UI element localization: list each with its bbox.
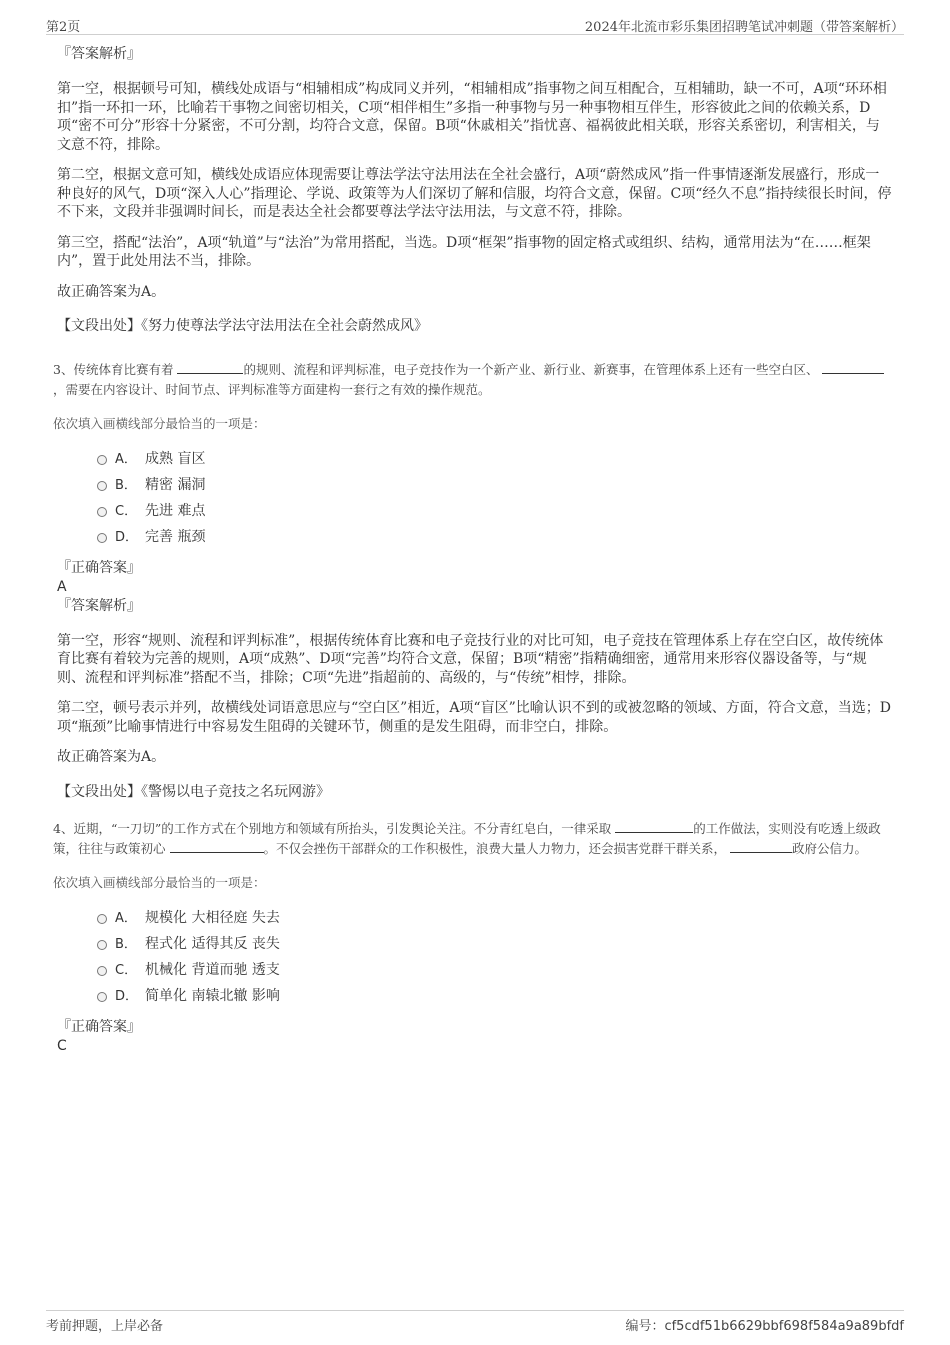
q2-source: 【文段出处】《努力使尊法学法守法用法在全社会蔚然成风》	[57, 318, 428, 334]
q4-stem-c: 。不仅会挫伤干部群众的工作积极性，浪费大量人力物力，还会损害党群干群关系，	[263, 841, 727, 856]
q3-analysis-tag: 『答案解析』	[57, 597, 141, 614]
q3-option-b[interactable]: B． 精密 漏洞	[97, 472, 892, 498]
q3-stem-b: 的规则、流程和评判标准，电子竞技作为一个新产业、新行业、新赛事，在管理体系上还有一些空白区、	[243, 361, 819, 377]
q4-options	[97, 905, 892, 1009]
q3-blank-1	[177, 361, 243, 374]
q2-analysis-p1: 第一空，根据顿号可知，横线处成语与“相辅相成”构成同义并列，“相辅相成”指事物之间互相配合，互相辅助，缺一不可，A项“环环相扣”指一环扣一环，比喻若干事物之间密切相关，C项“相伴相生”多指一种事物与另一种事物相互伴生，形容彼此之间的依赖关系，D项“密不可分”形容十分紧密，不可分割，均符合文意，保留。B项“休戚相关”指忧喜、福祸彼此相关联，形容关系密切，利害相关，与文意不符，排除。	[57, 81, 887, 153]
page-footer	[46, 1310, 904, 1333]
q4-correct-tag: 『正确答案』	[57, 1019, 141, 1035]
q2-analysis-tag: 『答案解析』	[57, 46, 141, 62]
q3-stem	[53, 360, 892, 400]
q4-stem-d: 政府公信力。	[792, 841, 868, 856]
q3-conclusion: 故正确答案为A。	[57, 749, 166, 765]
radio-icon[interactable]	[97, 966, 107, 976]
document-code-label: 编号：	[625, 1319, 665, 1334]
q3-source: 【文段出处】《警惕以电子竞技之名玩网游》	[57, 783, 330, 800]
q2-analysis-p2: 第二空，根据文意可知，横线处成语应体现需要让尊法学法守法用法在全社会盛行，A项“蔚然成风”指一件事情逐渐发展盛行，形成一种良好的风气，D项“深入人心”指理论、学说、政策等为人们深切了解和信服，均符合文意，保留。C项“经久不息”指持续很长时间，停不下来，文段并非强调时间长，而是表达全社会都要尊法学法守法用法，与文意不符，排除。	[57, 167, 892, 220]
radio-icon[interactable]	[97, 533, 107, 543]
q4-option-a[interactable]: A． 规模化 大相径庭 失去	[97, 905, 892, 931]
q3-analysis-p2: 第二空，顿号表示并列，故横线处词语意思应与“空白区”相近，A项“盲区”比喻认识不到的或被忽略的领域、方面，符合文意，当选；D项“瓶颈”比喻事情进行中容易发生阻碍的关键环节，侧重的是发生阻碍，而非空白，排除。	[57, 700, 891, 735]
radio-icon[interactable]	[97, 481, 107, 491]
footer-slogan: 考前押题，上岸必备	[46, 1319, 164, 1334]
q4-option-c[interactable]: C． 机械化 背道而驰 透支	[97, 957, 892, 983]
q4-option-d[interactable]: D． 简单化 南辕北辙 影响	[97, 983, 892, 1009]
radio-icon[interactable]	[97, 940, 107, 950]
radio-icon[interactable]	[97, 992, 107, 1002]
radio-icon[interactable]	[97, 914, 107, 924]
q3-prompt: 依次填入画横线部分最恰当的一项是：	[53, 415, 266, 431]
document-code-value: cf5cdf51b6629bbf698f584a9a89bfdf	[664, 1319, 904, 1334]
q3-stem-c: ，需要在内容设计、时间节点、评判标准等方面建构一套行之有效的操作规范。	[53, 381, 491, 397]
q4-stem-a: 4、近期，“一刀切”的工作方式在个别地方和领域有所抬头，引发舆论关注。不分青红皂白，一律采取	[53, 821, 612, 836]
document-code	[625, 1315, 904, 1334]
q4-blank-1	[615, 820, 693, 833]
q2-conclusion: 故正确答案为A。	[57, 283, 166, 300]
q4-option-b[interactable]: B． 程式化 适得其反 丧失	[97, 931, 892, 957]
q3-correct-tag: 『正确答案』	[57, 559, 141, 576]
page-number: 第2页	[46, 20, 81, 35]
q2-analysis-p3: 第三空，搭配“法治”，A项“轨道”与“法治”为常用搭配，当选。D项“框架”指事物的固定格式或组织、结构，通常用法为“在……框架内”，置于此处用法不当，排除。	[57, 234, 871, 269]
q4-stem-b: 的工作做法，实则没有吃透上级政策，往往与政策初心	[53, 821, 881, 856]
q4-prompt: 依次填入画横线部分最恰当的一项是：	[53, 875, 266, 890]
page-header	[46, 14, 904, 35]
q3-analysis-p1: 第一空，形容“规则、流程和评判标准”，根据传统体育比赛和电子竞技行业的对比可知，电子竞技在管理体系上存在空白区，故传统体育比赛有着较为完善的规则，A项“成熟”、D项“完善”均符合文意，保留；B项“精密”指精确细密，通常用来形容仪器设备等，与“规则、流程和评判标准”搭配不当，排除；C项“先进”指超前的、高级的，与“传统”相悖，排除。	[57, 632, 884, 686]
page-content	[53, 44, 892, 1055]
q3-options	[97, 446, 892, 550]
q3-correct-answer: A	[57, 578, 67, 595]
q3-option-a[interactable]: A． 成熟 盲区	[97, 446, 892, 472]
document-title: 2024年北流市彩乐集团招聘笔试冲刺题（带答案解析）	[584, 20, 904, 35]
q3-option-c[interactable]: C． 先进 难点	[97, 498, 892, 524]
radio-icon[interactable]	[97, 507, 107, 517]
q3-option-d[interactable]: D． 完善 瓶颈	[97, 524, 892, 550]
q4-blank-3	[730, 840, 792, 853]
q4-blank-2	[170, 840, 264, 853]
q4-stem	[53, 819, 892, 859]
q3-blank-2	[822, 361, 884, 374]
q3-stem-a: 3、传统体育比赛有着	[53, 361, 174, 377]
radio-icon[interactable]	[97, 455, 107, 465]
q4-correct-answer: C	[57, 1038, 67, 1054]
